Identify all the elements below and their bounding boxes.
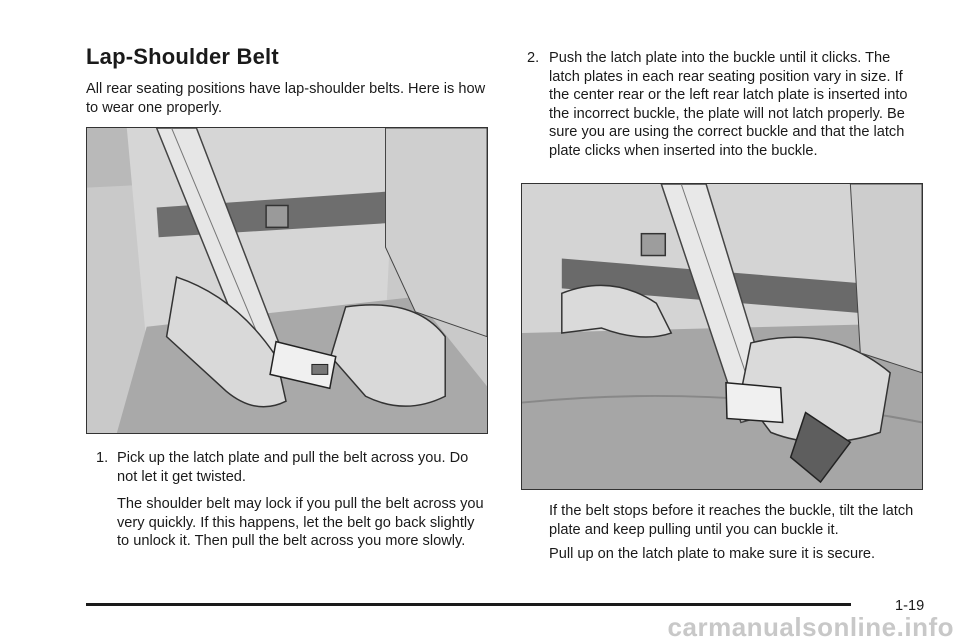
step-2-number: 2. bbox=[527, 50, 540, 66]
step-1-text: Pick up the latch plate and pull the belt across you. Do not let it get twisted. bbox=[117, 450, 469, 485]
watermark: carmanualsonline.info bbox=[667, 612, 954, 642]
step-2 bbox=[527, 49, 925, 160]
illustration-pull-belt bbox=[86, 127, 488, 434]
illustration-insert-latch bbox=[521, 183, 923, 490]
step-2-note-1: If the belt stops before it reaches the buckle, tilt the latch plate and keep pulling until you can buckle it. bbox=[549, 503, 914, 538]
page-number: 1-19 bbox=[895, 598, 925, 614]
page-title: Lap-Shoulder Belt bbox=[86, 44, 279, 69]
step-1 bbox=[96, 449, 488, 486]
footer-rule bbox=[86, 603, 851, 606]
step-1-number: 1. bbox=[96, 450, 109, 466]
step-1-note: The shoulder belt may lock if you pull the belt across you very quickly. If this happens, let the belt go back slightly to unlock it. Then pull the belt across you more slowly. bbox=[117, 496, 484, 549]
intro-paragraph: All rear seating positions have lap-shoulder belts. Here is how to wear one properly. bbox=[86, 81, 486, 116]
step-2-text: Push the latch plate into the buckle until it clicks. The latch plates in each rear seating position vary in size. If the center rear or the left rear latch plate is inserted into the incorrect buckle, the plate will not latch properly. Be sure you are using the correct buckle and that the latch plate clicks when inserted into the buckle. bbox=[549, 50, 908, 159]
step-2-note-2: Pull up on the latch plate to make sure it is secure. bbox=[549, 546, 876, 562]
